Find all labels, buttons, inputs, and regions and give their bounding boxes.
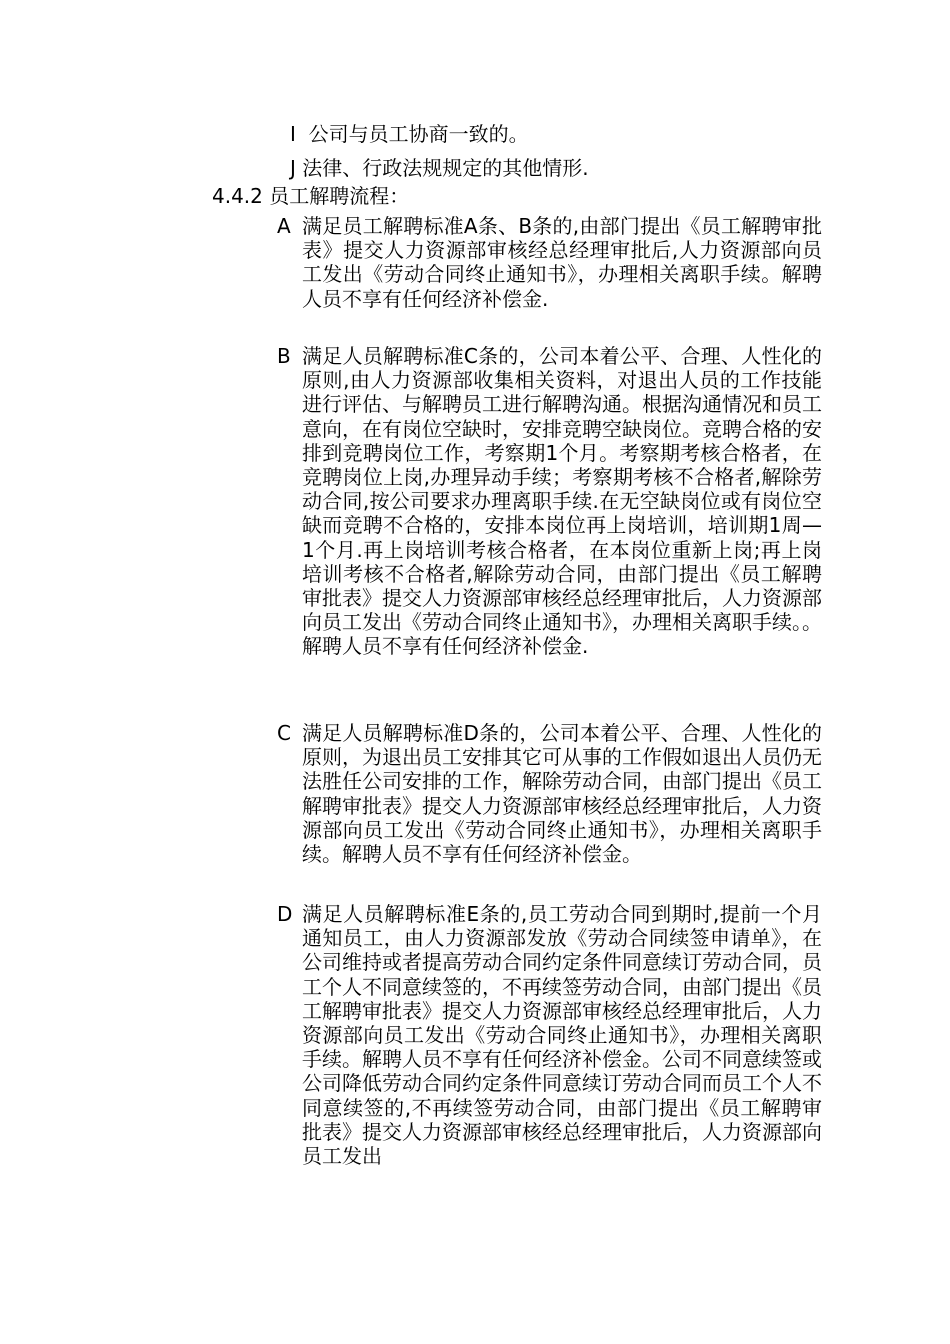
section-heading [212, 183, 409, 209]
section-number: 4.4.2 [212, 184, 263, 208]
item-text-b: 满足人员解聘标准C条的，公司本着公平、合理、人性化的原则,由人力资源部收集相关资料，对退出人员的工作技能进行评估、与解聘员工进行解聘沟通。根据沟通情况和员工意向，在有岗位空缺时，安排竞聘空缺岗位。竞聘合格的安排到竞聘岗位工作，考察期1个月。考察期考核合格者，在竞聘岗位上岗,办理异动手续；考察期考核不合格者,解除劳动合同,按公司要求办理离职手续.在无空缺岗位或有岗位空缺而竞聘不合格的，安排本岗位再上岗培训，培训期1周—1个月.再上岗培训考核合格者，在本岗位重新上岗;再上岗培训考核不合格者,解除劳动合同，由部门提出《员工解聘审批表》提交人力资源部审核经总经理审批后，人力资源部向员工发出《劳动合同终止通知书》，办理相关离职手续。。解聘人员不享有任何经济补偿金. [302, 344, 822, 659]
item-text-d: 满足人员解聘标准E条的,员工劳动合同到期时,提前一个月通知员工，由人力资源部发放《劳动合同续签申请单》，在公司维持或者提高劳动合同约定条件同意续订劳动合同，员工个人不同意续签的，不再续签劳动合同，由部门提出《员工解聘审批表》提交人力资源部审核经总经理审批后，人力资源部向员工发出《劳动合同终止通知书》，办理相关离职手续。解聘人员不享有任何经济补偿金。公司不同意续签或公司降低劳动合同约定条件同意续订劳动合同而员工个人不同意续签的,不再续签劳动合同，由部门提出《员工解聘审批表》提交人力资源部审核经总经理审批后，人力资源部向员工发出 [302, 902, 822, 1169]
item-text-c: 满足人员解聘标准D条的，公司本着公平、合理、人性化的原则，为退出员工安排其它可从事的工作假如退出人员仍无法胜任公司安排的工作，解除劳动合同，由部门提出《员工解聘审批表》提交人力资源部审核经总经理审批后，人力资源部向员工发出《劳动合同终止通知书》，办理相关离职手续。解聘人员不享有任何经济补偿金。 [302, 721, 822, 867]
sub-item-text: 法律、行政法规规定的其他情形. [302, 156, 589, 180]
item-marker-d: D [277, 902, 293, 926]
section-title: 员工解聘流程： [269, 184, 410, 208]
item-marker-c: C [277, 721, 291, 745]
sub-item-text: 公司与员工协商一致的。 [308, 122, 529, 146]
sub-item-marker: I [290, 122, 296, 146]
sub-item-i [290, 121, 529, 147]
item-marker-a: A [277, 214, 291, 238]
item-marker-b: B [277, 344, 291, 368]
sub-item-marker: J [290, 156, 296, 180]
item-text-a: 满足员工解聘标准A条、B条的,由部门提出《员工解聘审批表》提交人力资源部审核经总经理审批后,人力资源部向员工发出《劳动合同终止通知书》，办理相关离职手续。解聘人员不享有任何经济补偿金. [302, 214, 822, 311]
sub-item-j [290, 155, 589, 181]
